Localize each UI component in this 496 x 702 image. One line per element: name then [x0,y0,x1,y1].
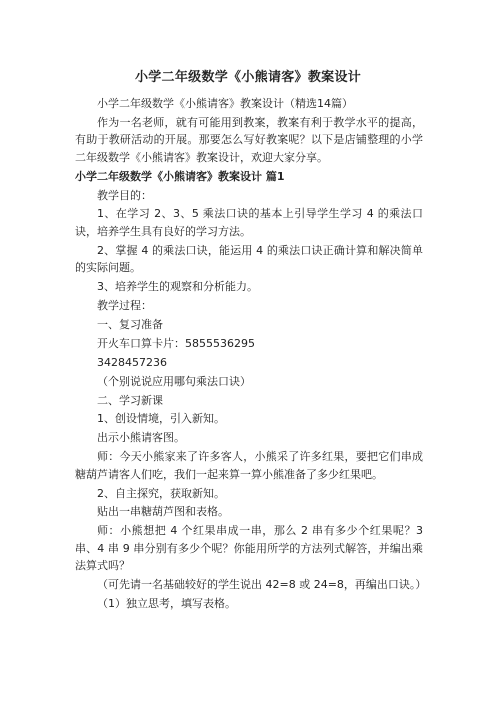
paragraph: 2、自主探究，获取新知。 [97,486,225,500]
paragraph: 2、掌握 4 的乘法口诀，能运用 4 的乘法口诀正确计算和解决简单的实际问题。 [75,243,423,275]
document-title: 小学二年级数学《小熊请客》教案设计 [134,70,362,85]
paragraph: 教学过程： [97,298,152,312]
paragraph: 一、复习准备 [97,317,163,331]
paragraph: 贴出一串糖葫芦图和表格。 [97,505,229,519]
paragraph: 3、培养学生的观察和分析能力。 [97,280,258,294]
paragraph: 出示小熊请客图。 [97,431,185,445]
paragraph: 二、学习新课 [97,393,163,407]
paragraph: （1）独立思考，填写表格。 [97,596,236,610]
paragraph: 教学目的： [97,188,152,202]
paragraph: 开火车口算卡片：5855536295 [97,336,255,350]
paragraph: （可先请一名基础较好的学生说出 42=8 或 24=8，再编出口诀。） [97,578,427,592]
paragraph: 作为一名老师，就有可能用到教案，教案有利于教学水平的提高，有助于教研活动的开展。那要怎么写好教案呢？以下是店铺整理的小学二年级数学《小熊请客》教案设计，欢迎大家分享。 [75,115,423,164]
paragraph: （个别说说应用哪句乘法口诀） [97,374,251,388]
paragraph: 小学二年级数学《小熊请客》教案设计（精选14篇） [97,97,353,110]
paragraph: 师：小熊想把 4 个红果串成一串，那么 2 串有多少个红果呢？3 串、4 串 9 串分别有多少个呢？你能用所学的方法列式解答，并编出乘法算式吗？ [75,524,423,573]
document-body [75,95,427,614]
paragraph: 1、在学习 2、3、5 乘法口诀的基本上引导学生学习 4 的乘法口诀，培养学生具有良好的学习方法。 [75,207,423,238]
paragraph: 1、创设情境，引入新知。 [97,412,225,426]
section-heading: 小学二年级数学《小熊请客》教案设计 篇1 [75,169,285,183]
paragraph: 3428457236 [97,355,167,369]
paragraph: 师：今天小熊家来了许多客人，小熊采了许多红果，要把它们串成糖葫芦请客人们吃，我们一起来算一算小熊准备了多少红果吧。 [75,450,423,481]
